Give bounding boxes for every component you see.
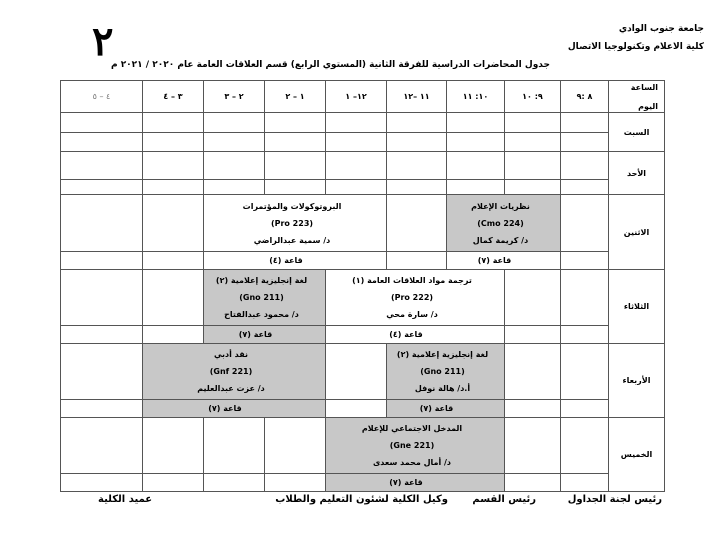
lecture-name: المدخل الاجتماعي للإعلام [361, 424, 463, 433]
lecture-name: لغة إنجليزية إعلامية (٢) [215, 276, 308, 285]
lecture-lecturer: د/ كريمة كمال [472, 235, 529, 245]
time-slot-9-10: ٩: ١٠ [505, 81, 561, 113]
signature-dean: عميد الكلية [98, 494, 153, 505]
schedule-table [60, 80, 665, 492]
time-slot-11-12: ١١ –١٢ [387, 81, 447, 113]
day-monday: الاثنين [609, 195, 665, 270]
signature-vice-dean: وكيل الكلية لشئون التعليم والطلاب [275, 494, 448, 505]
day-sunday: الأحد [609, 152, 665, 195]
time-slot-1-2: ١ – ٢ [265, 81, 326, 113]
university-name: جامعة جنوب الوادي [618, 24, 704, 34]
time-slot-10-11: ١٠: ١١ [447, 81, 505, 113]
lecture-lecturer: د/ سارة محي [386, 310, 438, 319]
lecture-room: قاعة (٧) [326, 474, 505, 492]
day-wednesday: الأربعاء [609, 344, 665, 418]
corner-cell [609, 81, 665, 113]
day-saturday: السبت [609, 113, 665, 152]
lecture-lecturer: أ.د/ هالة نوفل [414, 384, 471, 393]
lecture-media-theories [447, 195, 561, 252]
lecture-code: (Gno 211) [420, 367, 465, 376]
lecture-room: قاعة (٧) [387, 400, 505, 418]
lecture-lecturer: د/ سمية عبدالراضي [253, 235, 331, 245]
lecture-code: (Cmo 224) [477, 218, 524, 228]
lecture-name: ترجمة مواد العلاقات العامة (١) [352, 276, 472, 285]
time-slot-2-3: ٢ – ٣ [204, 81, 265, 113]
lecture-media-english-wed [387, 344, 505, 400]
lecture-name: لغة إنجليزية إعلامية (٢) [396, 350, 489, 359]
faculty-name: كلية الاعلام وتكنولوجيا الاتصال [567, 42, 704, 52]
page-title: جدول المحاضرات الدراسية للفرقة الثانية (المستوي الرابع) قسم العلاقات العامة عام ٢٠٢٠ / ٢٠٢١ م [110, 60, 550, 70]
lecture-pr-translation [326, 270, 505, 326]
lecture-room: قاعة (٧) [204, 326, 326, 344]
time-slot-8-9: ٨ :٩ [561, 81, 609, 113]
lecture-code: (Gnf 221) [209, 367, 253, 376]
lecture-media-english-tue [204, 270, 326, 326]
lecture-lecturer: د/ أمال محمد سعدى [372, 458, 452, 467]
lecture-protocols [204, 195, 387, 252]
time-slot-3-4: ٣ – ٤ [143, 81, 204, 113]
time-slot-12-1: ١٢– ١ [326, 81, 387, 113]
lecture-room: قاعة (٧) [447, 252, 561, 270]
lecture-room: قاعة (٤) [204, 252, 387, 270]
lecture-name: نظريات الإعلام [471, 201, 530, 211]
corner-day-label: اليوم [638, 102, 658, 111]
day-tuesday: الثلاثاء [609, 270, 665, 344]
lecture-code: (Gno 211) [239, 293, 284, 302]
day-thursday: الخميس [609, 418, 665, 492]
signature-department-head: رئيس القسم [472, 494, 536, 505]
lecture-lecturer: د/ عزت عبدالعليم [197, 384, 265, 393]
lecture-name: نقد أدبي [213, 350, 249, 359]
lecture-lecturer: د/ محمود عبدالفتاح [224, 310, 299, 319]
time-slot-4-5: ٤ – ٥ [61, 81, 143, 113]
lecture-code: (Gne 221) [389, 441, 435, 450]
page-number: ٢ [92, 18, 114, 65]
lecture-social-intro-media [326, 418, 505, 474]
lecture-room: قاعة (٤) [326, 326, 505, 344]
lecture-code: (Pro 222) [390, 293, 434, 302]
lecture-name: البروتوكولات والمؤتمرات [242, 201, 342, 211]
corner-time-label: الساعة [630, 83, 658, 92]
lecture-literary-criticism [143, 344, 326, 400]
signature-schedule-committee: رئيس لجنة الجداول [567, 494, 662, 505]
lecture-room: قاعة (٧) [143, 400, 326, 418]
lecture-code: (Pro 223) [270, 218, 314, 228]
